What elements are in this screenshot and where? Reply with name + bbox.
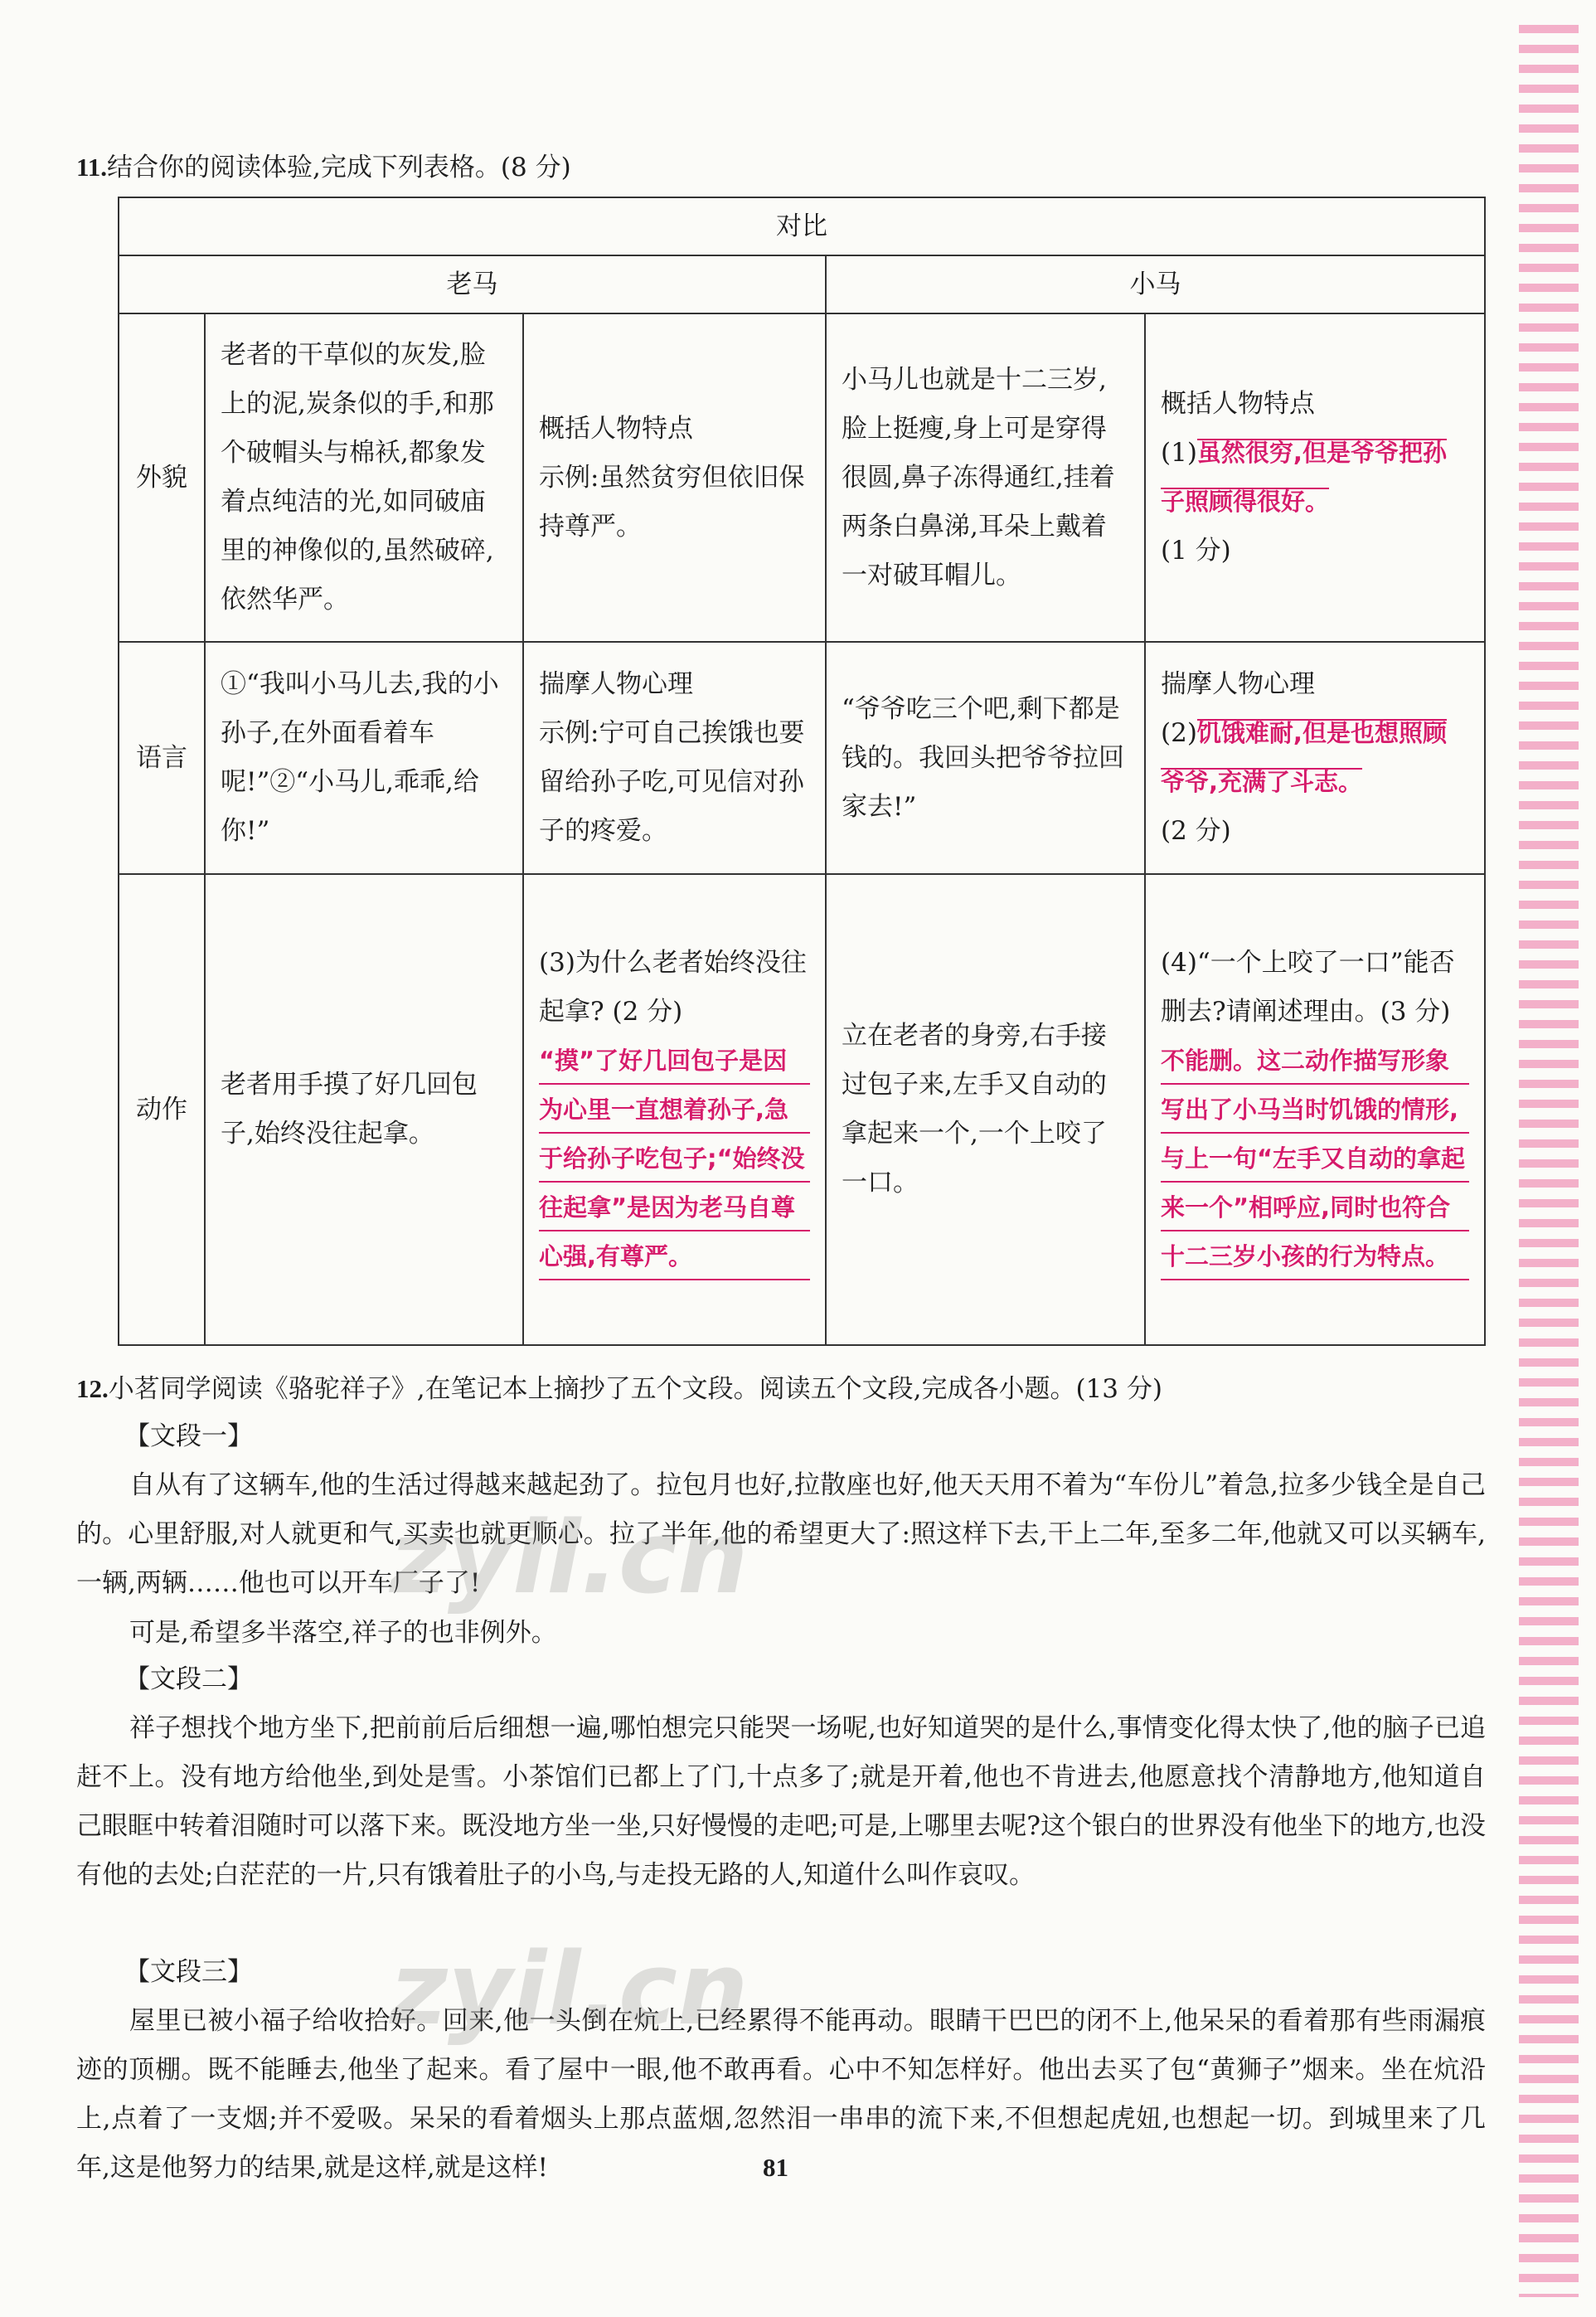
question-11-title [76, 151, 571, 184]
section-label: 【文段二】 [124, 1664, 253, 1694]
column-young-horse: 小马 [826, 255, 1485, 313]
young-text: “爷爷吃三个吧,剩下都是钱的。我回头把爷爷拉回家去!” [826, 642, 1145, 874]
table-row [119, 874, 1485, 1345]
decorative-side-stripe [1519, 25, 1579, 2297]
handwritten-answer: “摸”了好几回包子是因为心里一直想着孙子,急于给孙子吃包子;“始终没往起拿”是因为老马自尊心强,有尊严。 [539, 1037, 810, 1281]
row-label: 动作 [119, 874, 205, 1345]
table-row [119, 642, 1485, 874]
paragraph: 屋里已被小福子给收拾好。回来,他一头倒在炕上,已经累得不能再动。眼睛干巴巴的闭不上,他呆呆的看着那有些雨漏痕迹的顶棚。既不能睡去,他坐了起来。看了屋中一眼,他不敢再看。心中不知怎样好。他出去买了包“黄狮子”烟来。坐在炕沿上,点着了一支烟;并不爱吸。呆呆的看着烟头上那点蓝烟,忽然泪一串串的流下来,不但想起虎妞,也想起一切。到城里来了几年,这是他努力的结果,就是这样,就是这样! [76, 2006, 1486, 2183]
analysis-example: 示例:虽然贫穷但依旧保持尊严。 [539, 462, 805, 542]
old-text: 老者的干草似的灰发,脸上的泥,炭条似的手,和那个破帽头与棉袄,都象发着点纯洁的光,如同破庙里的神像似的,虽然破碎,依然华严。 [205, 313, 523, 642]
paragraph: 自从有了这辆车,他的生活过得越来越起劲了。拉包月也好,拉散座也好,他天天用不着为“车份儿”着急,拉多少钱全是自己的。心里舒服,对人就更和气,买卖也就更顺心。拉了半年,他的希望更大了:照这样下去,干上二年,至多二年,他就又可以买辆车,一辆,两辆……他也可以开车厂子了! [76, 1470, 1486, 1598]
question-text: (3)为什么老者始终没往起拿? (2 分) [539, 947, 807, 1027]
young-text: 小马儿也就是十二三岁,脸上挺瘦,身上可是穿得很圆,鼻子冻得通红,挂着两条白鼻涕,耳朵上戴着一对破耳帽儿。 [826, 313, 1145, 642]
table-subheader-row [119, 255, 1485, 313]
watermark: zyil.cn [390, 1501, 749, 1616]
question-number: 11. [76, 153, 108, 182]
answer-prefix: (1) [1161, 438, 1197, 468]
row-label: 语言 [119, 642, 205, 874]
old-analysis [523, 313, 826, 642]
analysis-title: 概括人物特点 [1161, 389, 1315, 419]
question-prompt: 小茗同学阅读《骆驼祥子》,在笔记本上摘抄了五个文段。阅读五个文段,完成各小题。(13 分) [108, 1374, 1162, 1404]
handwritten-answer: 饥饿难耐,但是也想照顾爷爷,充满了斗志。 [1161, 719, 1447, 796]
comparison-table [118, 197, 1486, 1346]
young-analysis [1145, 642, 1485, 874]
row-label: 外貌 [119, 313, 205, 642]
young-analysis [1145, 313, 1485, 642]
paragraph: 可是,希望多半落空,祥子的也非例外。 [129, 1618, 557, 1648]
answer-prefix: (2) [1161, 718, 1197, 748]
old-text: ①“我叫小马儿去,我的小孙子,在外面看着车呢!”②“小马儿,乖乖,给你!” [205, 642, 523, 874]
paragraph: 祥子想找个地方坐下,把前前后后细想一遍,哪怕想完只能哭一场呢,也好知道哭的是什么,事情变化得太快了,他的脑子已追赶不上。没有地方给他坐,到处是雪。小茶馆们已都上了门,十点多了;就是开着,他也不肯进去,他愿意找个清静地方,他知道自己眼眶中转着泪随时可以落下来。既没地方坐一坐,只好慢慢的走吧;可是,上哪里去呢?这个银白的世界没有他坐下的地方,也没有他的去处;白茫茫的一片,只有饿着肚子的小鸟,与走投无路的人,知道什么叫作哀叹。 [76, 1713, 1486, 1890]
young-text: 立在老者的身旁,右手接过包子来,左手又自动的拿起来一个,一个上咬了一口。 [826, 874, 1145, 1345]
handwritten-answer: 虽然很穷,但是爷爷把孙子照顾得很好。 [1161, 439, 1447, 516]
score-label: (1 分) [1161, 536, 1231, 566]
question-prompt: 结合你的阅读体验,完成下列表格。(8 分) [107, 153, 571, 182]
table-header-row [119, 197, 1485, 255]
old-analysis [523, 642, 826, 874]
analysis-title: 概括人物特点 [539, 413, 693, 444]
table-row [119, 313, 1485, 642]
question-number: 12. [76, 1374, 109, 1403]
question-12-title [76, 1372, 1162, 1406]
analysis-example: 示例:宁可自己挨饿也要留给孙子吃,可见信对孙子的疼爱。 [539, 718, 805, 846]
analysis-title: 揣摩人物心理 [1161, 669, 1315, 699]
table-header-compare: 对比 [119, 197, 1485, 255]
section-label: 【文段一】 [124, 1421, 253, 1451]
watermark: zyil.cn [390, 1932, 749, 2047]
page-number: 81 [763, 2153, 788, 2182]
section-label: 【文段三】 [124, 1957, 253, 1987]
old-question [523, 874, 826, 1345]
handwritten-answer: 不能删。这二动作描写形象写出了小马当时饥饿的情形,与上一句“左手又自动的拿起来一个”相呼应,同时也符合十二三岁小孩的行为特点。 [1161, 1037, 1469, 1281]
young-question [1145, 874, 1485, 1345]
question-text: (4)“一个上咬了一口”能否删去?请阐述理由。(3 分) [1161, 947, 1455, 1027]
score-label: (2 分) [1161, 816, 1231, 846]
analysis-title: 揣摩人物心理 [539, 669, 693, 699]
old-text: 老者用手摸了好几回包子,始终没往起拿。 [205, 874, 523, 1345]
column-old-horse: 老马 [119, 255, 826, 313]
